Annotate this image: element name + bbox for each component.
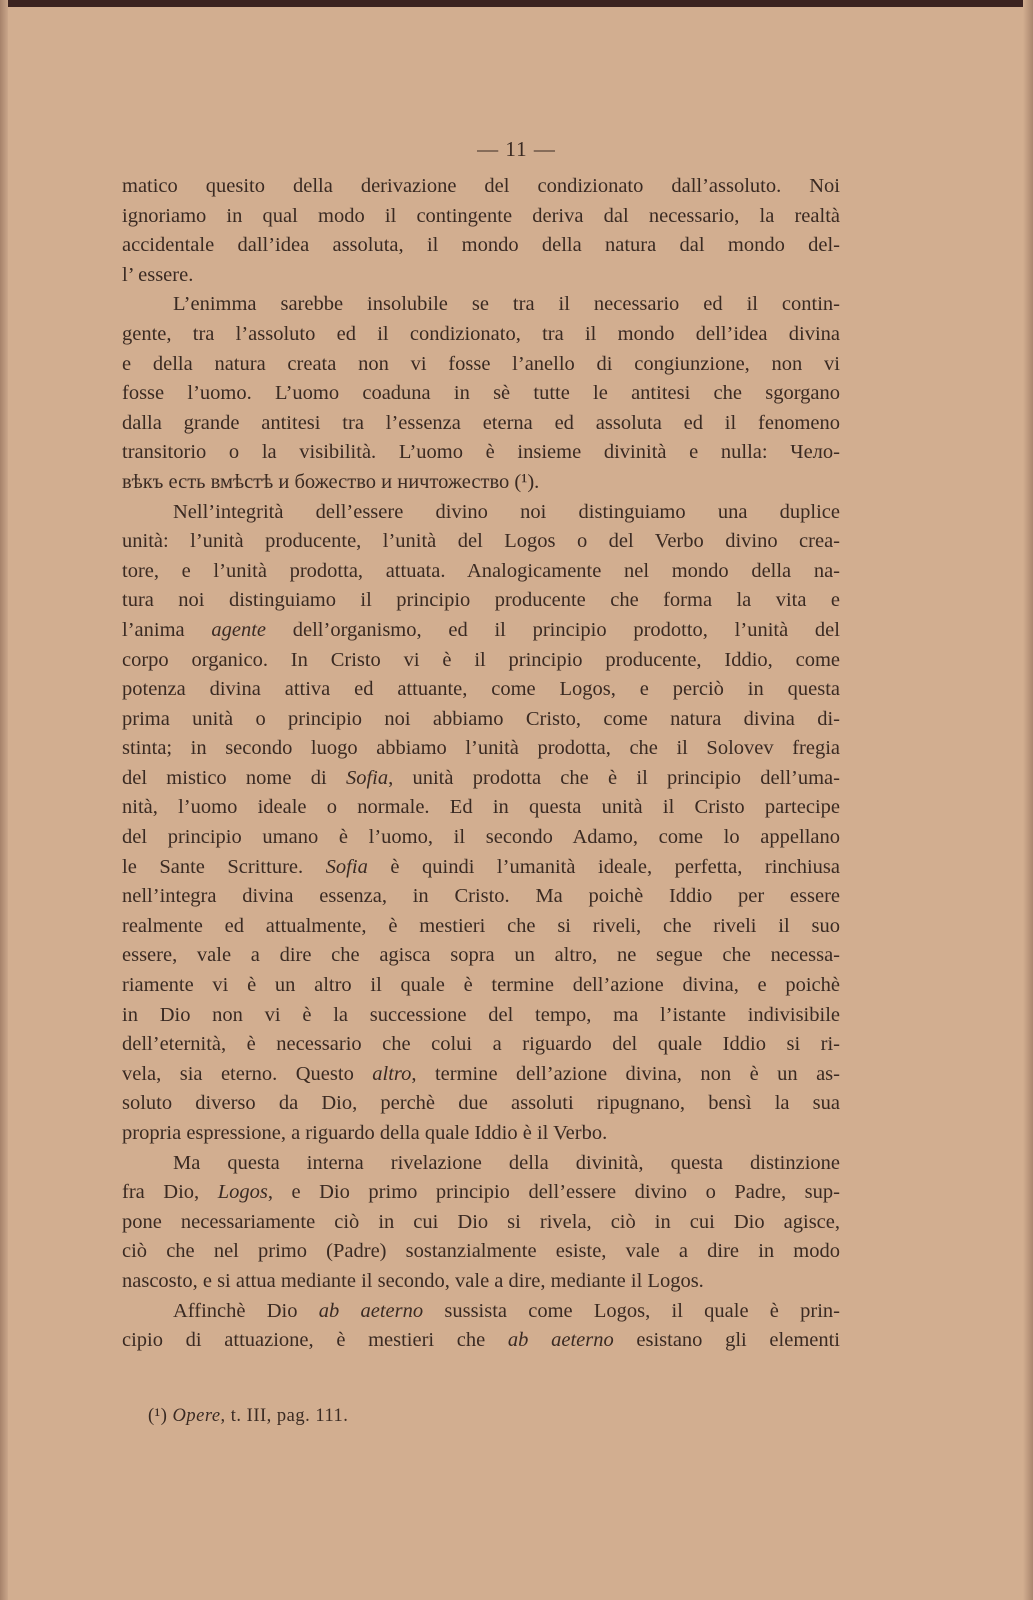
- text-line: nità, l’uomo ideale o normale. Ed in questa unità il Cristo partecipe: [122, 796, 840, 819]
- text-line: pone necessariamente ciò in cui Dio si rivela, ciò in cui Dio agisce,: [122, 1210, 840, 1233]
- text-line: prima unità o principio noi abbiamo Cristo, come natura divina di-: [122, 707, 840, 730]
- text-line: propria espressione, a riguardo della quale Iddio è il Verbo.: [122, 1122, 608, 1144]
- text-line: Ma questa interna rivelazione della divinità, questa distinzione: [173, 1151, 840, 1174]
- text-line: tura noi distinguiamo il principio producente che forma la vita e: [122, 589, 840, 612]
- text-line: l’anima agente dell’organismo, ed il principio prodotto, l’unità del: [122, 618, 840, 641]
- text-line: nell’integra divina essenza, in Cristo. Ma poichè Iddio per essere: [122, 885, 840, 908]
- text-line: realmente ed attualmente, è mestieri che si riveli, che riveli il suo: [122, 914, 840, 937]
- page-left-edge: [0, 0, 8, 1600]
- page-top-edge: [0, 0, 1033, 7]
- text-line: del principio umano è l’uomo, il secondo Adamo, come lo appellano: [122, 826, 840, 849]
- text-line: gente, tra l’assoluto ed il condizionato, tra il mondo dell’idea divina: [122, 322, 840, 345]
- text-line: e della natura creata non vi fosse l’anello di congiunzione, non vi: [122, 352, 840, 375]
- page-right-edge: [1023, 0, 1033, 1600]
- text-line: accidentale dall’idea assoluta, il mondo della natura dal mondo del-: [122, 234, 840, 257]
- text-line: dell’eternità, è necessario che colui a riguardo del quale Iddio si ri-: [122, 1033, 840, 1056]
- text-line: unità: l’unità producente, l’unità del Logos o del Verbo divino crea-: [122, 530, 840, 553]
- text-line: l’ essere.: [122, 263, 194, 286]
- text-line: fra Dio, Logos, e Dio primo principio dell’essere divino o Padre, sup-: [122, 1181, 840, 1204]
- text-line: L’enimma sarebbe insolubile se tra il necessario ed il contin-: [173, 293, 840, 316]
- text-line: riamente vi è un altro il quale è termine dell’azione divina, e poichè: [122, 974, 840, 997]
- text-line: transitorio o la visibilità. L’uomo è insieme divinità e nulla: Чело-: [122, 441, 840, 464]
- text-line: stinta; in secondo luogo abbiamo l’unità prodotta, che il Solovev fregia: [122, 737, 840, 760]
- text-line: essere, vale a dire che agisca sopra un altro, ne segue che necessa-: [122, 944, 840, 967]
- text-line: tore, e l’unità prodotta, attuata. Analogicamente nel mondo della na-: [122, 559, 840, 582]
- text-line: soluto diverso da Dio, perchè due assoluti ripugnano, bensì la sua: [122, 1092, 840, 1115]
- text-line: vela, sia eterno. Questo altro, termine dell’azione divina, non è un as-: [122, 1062, 840, 1085]
- text-line: del mistico nome di Sofia, unità prodotta che è il principio dell’uma-: [122, 766, 840, 789]
- text-line: cipio di attuazione, è mestieri che ab aeterno esistano gli elementi: [122, 1329, 840, 1352]
- text-line: matico quesito della derivazione del condizionato dall’assoluto. Noi: [122, 175, 840, 197]
- text-line: le Sante Scritture. Sofia è quindi l’umanità ideale, perfetta, rinchiusa: [122, 855, 840, 878]
- text-line: ignoriamo in qual modo il contingente deriva dal necessario, la realtà: [122, 204, 840, 227]
- text-line: ciò che nel primo (Padre) sostanzialmente esiste, vale a dire in modo: [122, 1240, 840, 1263]
- text-line: вѣкъ есть вмѣстѣ и божество и ничтожество (¹).: [122, 470, 540, 493]
- text-line: nascosto, e si attua mediante il secondo, vale a dire, mediante il Logos.: [122, 1269, 704, 1292]
- text-line: potenza divina attiva ed attuante, come Logos, e perciò in questa: [122, 678, 840, 701]
- text-line: corpo organico. In Cristo vi è il principio producente, Iddio, come: [122, 648, 840, 671]
- text-line: Affinchè Dio ab aeterno sussista come Logos, il quale è prin-: [173, 1299, 840, 1322]
- text-line: fosse l’uomo. L’uomo coaduna in sè tutte le antitesi che sgorgano: [122, 382, 840, 405]
- page-number: — 11 —: [477, 137, 556, 161]
- body-text: [122, 172, 840, 1356]
- footnote-source: Opere: [172, 1406, 221, 1426]
- text-line: dalla grande antitesi tra l’essenza eterna ed assoluta ed il fenomeno: [122, 411, 840, 434]
- footnote-marker: (¹): [148, 1406, 168, 1426]
- text-line: in Dio non vi è la successione del tempo, ma l’istante indivisibile: [122, 1003, 840, 1026]
- footnote: [148, 1406, 348, 1427]
- footnote-reference: , t. III, pag. 111.: [220, 1406, 349, 1426]
- text-line: Nell’integrità dell’essere divino noi distinguiamo una duplice: [173, 500, 840, 523]
